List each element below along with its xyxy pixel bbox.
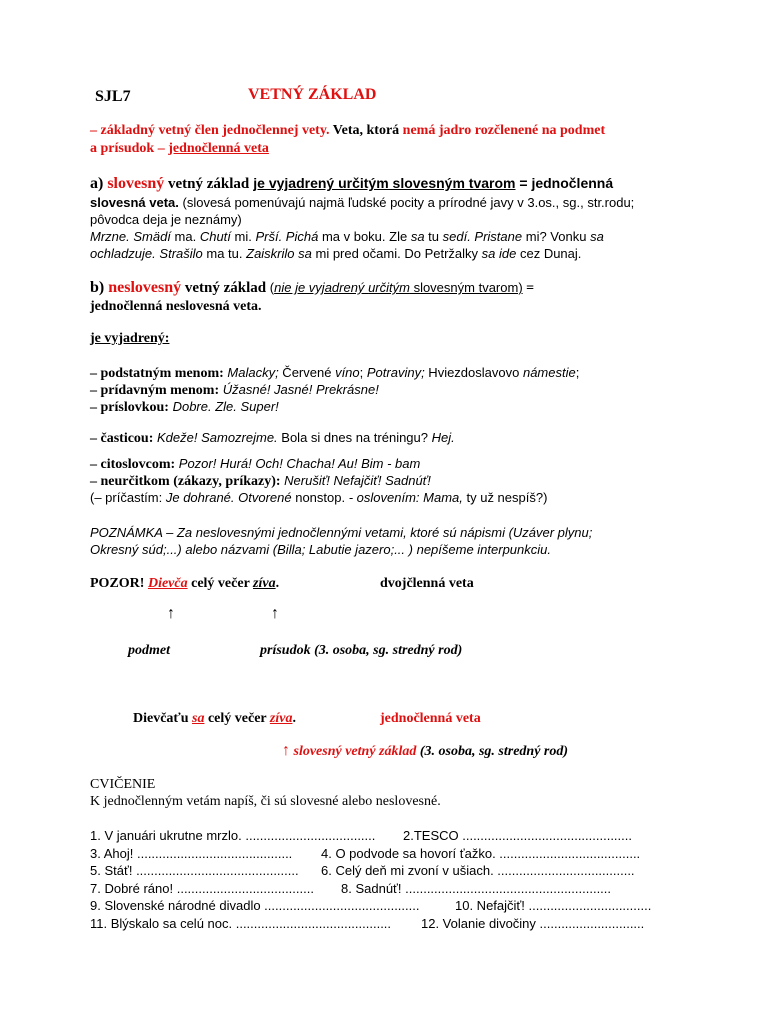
particle-example-run: Bola si dnes na tréningu?: [277, 430, 432, 445]
section-a-line-3: pôvodca deja je neznámy): [90, 212, 242, 227]
exercise-item: 3. Ahoj! ...........................................: [90, 845, 293, 861]
pozor-sentence: [90, 576, 279, 592]
exercise-item: 6. Celý deň mi zvoní v ušiach. ......................................: [321, 863, 635, 878]
exercise-item: 2.TESCO ...............................................: [403, 828, 632, 843]
expressed-heading: je vyjadrený:: [90, 331, 170, 346]
intro-predicate: a prísudok: [90, 141, 155, 156]
item-interjection-label: – citoslovcom:: [90, 457, 176, 472]
section-a-examples-2: [90, 246, 581, 261]
exercise-item: 11. Blýskalo sa celú noc. ...........................................: [90, 915, 392, 931]
participle-example-run: Je dohrané. Otvorené: [165, 490, 292, 505]
exercise-item: 4. O podvode sa hovorí ťažko. .......................................: [321, 845, 641, 861]
section-b-u1: nie je vyjadrený: [274, 280, 369, 295]
item-interjection-examples: Pozor! Hurá! Och! Chacha! Au! Bim - bam: [175, 456, 421, 471]
exercise-item: 12. Volanie divočiny .............................: [421, 915, 645, 931]
section-a-red-word: slovesný: [107, 175, 165, 192]
section-a-heading: [90, 175, 613, 193]
item-adv-label: – príslovkou:: [90, 400, 169, 415]
example-a1-run: mi? Vonku: [522, 229, 591, 244]
noun-example-run: Potraviny;: [366, 365, 425, 380]
noun-example-run: ;: [359, 365, 367, 380]
item-noun-examples: [224, 365, 580, 380]
doc-code: SJL7: [95, 88, 131, 105]
second-label-rest: (3. osoba, sg. stredný rod): [416, 744, 569, 759]
example-a1-run: sa: [410, 229, 425, 244]
pozor-label: POZOR!: [90, 576, 145, 591]
example-a1-run: Mrzne. Smädí: [90, 229, 171, 244]
second-label-red: slovesný vetný základ: [290, 744, 417, 759]
intro-line-2: [90, 141, 269, 157]
example-a1-run: sedí. Pristane: [442, 229, 523, 244]
section-a-explain: (slovesá pomenúvajú najmä ľudské pocity a prírodné javy v 3.os., sg., str.rodu;: [178, 195, 635, 210]
item-particle-label: – časticou:: [90, 431, 154, 446]
pozor-type: dvojčlenná veta: [380, 576, 474, 591]
example-a2-run: ma tu.: [202, 246, 247, 261]
example-a2-run: cez Dunaj.: [516, 246, 582, 261]
section-a-line-2: [90, 195, 634, 210]
noun-example-run: námestie: [522, 365, 576, 380]
noun-example-run: víno: [335, 365, 360, 380]
section-b-paren: [266, 280, 523, 295]
pozor-middle: celý večer: [187, 576, 254, 591]
paren-open: (: [266, 280, 275, 295]
item-adv-examples: Dobre. Zle. Super!: [168, 399, 279, 414]
section-b-head: vetný základ: [181, 280, 267, 296]
item-adv: [90, 399, 279, 416]
second-sa: sa: [192, 711, 205, 726]
arrow-predicate: ↑: [271, 605, 279, 622]
section-a-head: vetný základ: [164, 176, 250, 192]
example-a1-run: ma v boku. Zle: [318, 229, 411, 244]
participle-example-run: nonstop.: [291, 490, 349, 505]
item-infinitive-label: – neurčitkom (zákazy, príkazy):: [90, 474, 281, 489]
noun-example-run: Hviezdoslavovo: [424, 365, 523, 380]
participle-example-run: (– príčastím:: [90, 490, 166, 505]
second-w3: celý večer: [204, 711, 270, 726]
example-a2-run: Zaiskrilo sa: [246, 246, 312, 261]
item-noun-label: – podstatným menom:: [90, 366, 224, 381]
exercise-item: 9. Slovenské národné divadlo ...........................................: [90, 898, 420, 913]
example-a1-run: Prší. Pichá: [255, 229, 319, 244]
second-arrow: ↑: [282, 742, 290, 759]
example-a1-run: ma.: [170, 229, 200, 244]
section-b-letter: b): [90, 279, 105, 296]
note-line-2: Okresný súd;...) alebo názvami (Billa; Labutie jazero;... ) nepíšeme interpunkciu.: [90, 542, 551, 557]
item-particle: [90, 430, 455, 447]
participle-example-run: - oslovením: Mama,: [348, 490, 463, 505]
item-infinitive: [90, 473, 431, 490]
intro-dash: –: [154, 141, 169, 156]
participle-example-run: ty už nespíš?): [462, 490, 548, 505]
exercise-title: CVIČENIE: [90, 777, 156, 792]
example-a2-run: ochladzuje.: [90, 246, 156, 261]
item-adj-examples: Úžasné! Jasné! Prekrásne!: [219, 382, 379, 397]
intro-definition: – základný vetný člen jednočlennej vety.: [90, 123, 330, 138]
particle-example-run: Hej.: [431, 430, 455, 445]
item-noun: [90, 365, 579, 382]
item-interjection: [90, 456, 420, 473]
example-a2-run: sa ide: [481, 246, 517, 261]
second-ziva: zíva: [269, 711, 293, 726]
exercise-instruction: K jednočlenným vetám napíš, či sú slovesné alebo neslovesné.: [90, 794, 441, 809]
intro-term: jednočlenná veta: [168, 141, 269, 156]
pozor-subject: Dievča: [147, 576, 188, 591]
section-a-eq: = jednočlenná: [515, 175, 614, 191]
second-sentence: [133, 711, 296, 727]
pozor-dot: .: [275, 576, 280, 591]
particle-example-run: Kdeže! Samozrejme.: [153, 430, 278, 445]
intro-text: Veta, ktorá: [329, 123, 403, 138]
label-podmet: podmet: [128, 643, 170, 658]
exercise-item: 10. Nefajčiť! ..................................: [455, 898, 652, 913]
item-participle-address: [90, 490, 547, 505]
second-type: jednočlenná veta: [380, 711, 481, 726]
noun-example-run: ;: [575, 365, 580, 380]
note-line-1: POZNÁMKA – Za neslovesnými jednočlennými vetami, ktoré sú nápismi (Uzáver plynu;: [90, 525, 593, 540]
section-b-red-word: neslovesný: [108, 279, 182, 296]
example-a2-run: Strašilo: [159, 246, 203, 261]
second-w1: Dievčaťu: [133, 711, 193, 726]
intro-definition-2: nemá jadro rozčlenené na podmet: [402, 123, 606, 138]
exercise-item: 8. Sadnúť! .........................................................: [341, 880, 612, 896]
noun-example-run: Malacky;: [223, 365, 279, 380]
section-a-examples-1: [90, 229, 604, 244]
arrow-subject: ↑: [167, 605, 175, 622]
noun-example-run: Červené: [278, 365, 336, 380]
section-a-letter: a): [90, 175, 104, 192]
example-a1-run: tu: [424, 229, 443, 244]
section-a-underlined: je vyjadrený určitým slovesným tvarom: [253, 175, 516, 191]
exercise-item: 7. Dobré ráno! ......................................: [90, 880, 314, 896]
example-a1-run: Chutí: [199, 229, 231, 244]
example-a1-run: mi.: [230, 229, 256, 244]
item-adj: [90, 382, 379, 399]
doc-title: VETNÝ ZÁKLAD: [248, 86, 377, 103]
pozor-predicate: zíva: [253, 576, 276, 591]
item-particle-examples: [153, 430, 454, 445]
example-a1-run: sa: [590, 229, 604, 244]
second-label: [282, 742, 568, 760]
section-a-veta: slovesná veta.: [90, 195, 179, 210]
section-b-u2: určitým: [368, 280, 410, 295]
label-prisudok: prísudok (3. osoba, sg. stredný rod): [260, 643, 463, 658]
section-b-u3: slovesným tvarom): [409, 280, 523, 295]
item-adj-label: – prídavným menom:: [90, 383, 220, 398]
intro-line-1: [90, 123, 605, 139]
exercise-item: 5. Stáť! .............................................: [90, 863, 299, 878]
example-a2-run: mi pred očami. Do Petržalky: [311, 246, 482, 261]
second-dot: .: [292, 711, 296, 726]
section-b-heading: [90, 279, 534, 297]
section-b-eq: =: [522, 281, 535, 296]
item-infinitive-examples: Nerušiť! Nefajčiť! Sadnúť!: [280, 473, 431, 488]
section-b-line-2: jednočlenná neslovesná veta.: [90, 299, 262, 314]
exercise-item: 1. V januári ukrutne mrzlo. ....................................: [90, 828, 376, 843]
